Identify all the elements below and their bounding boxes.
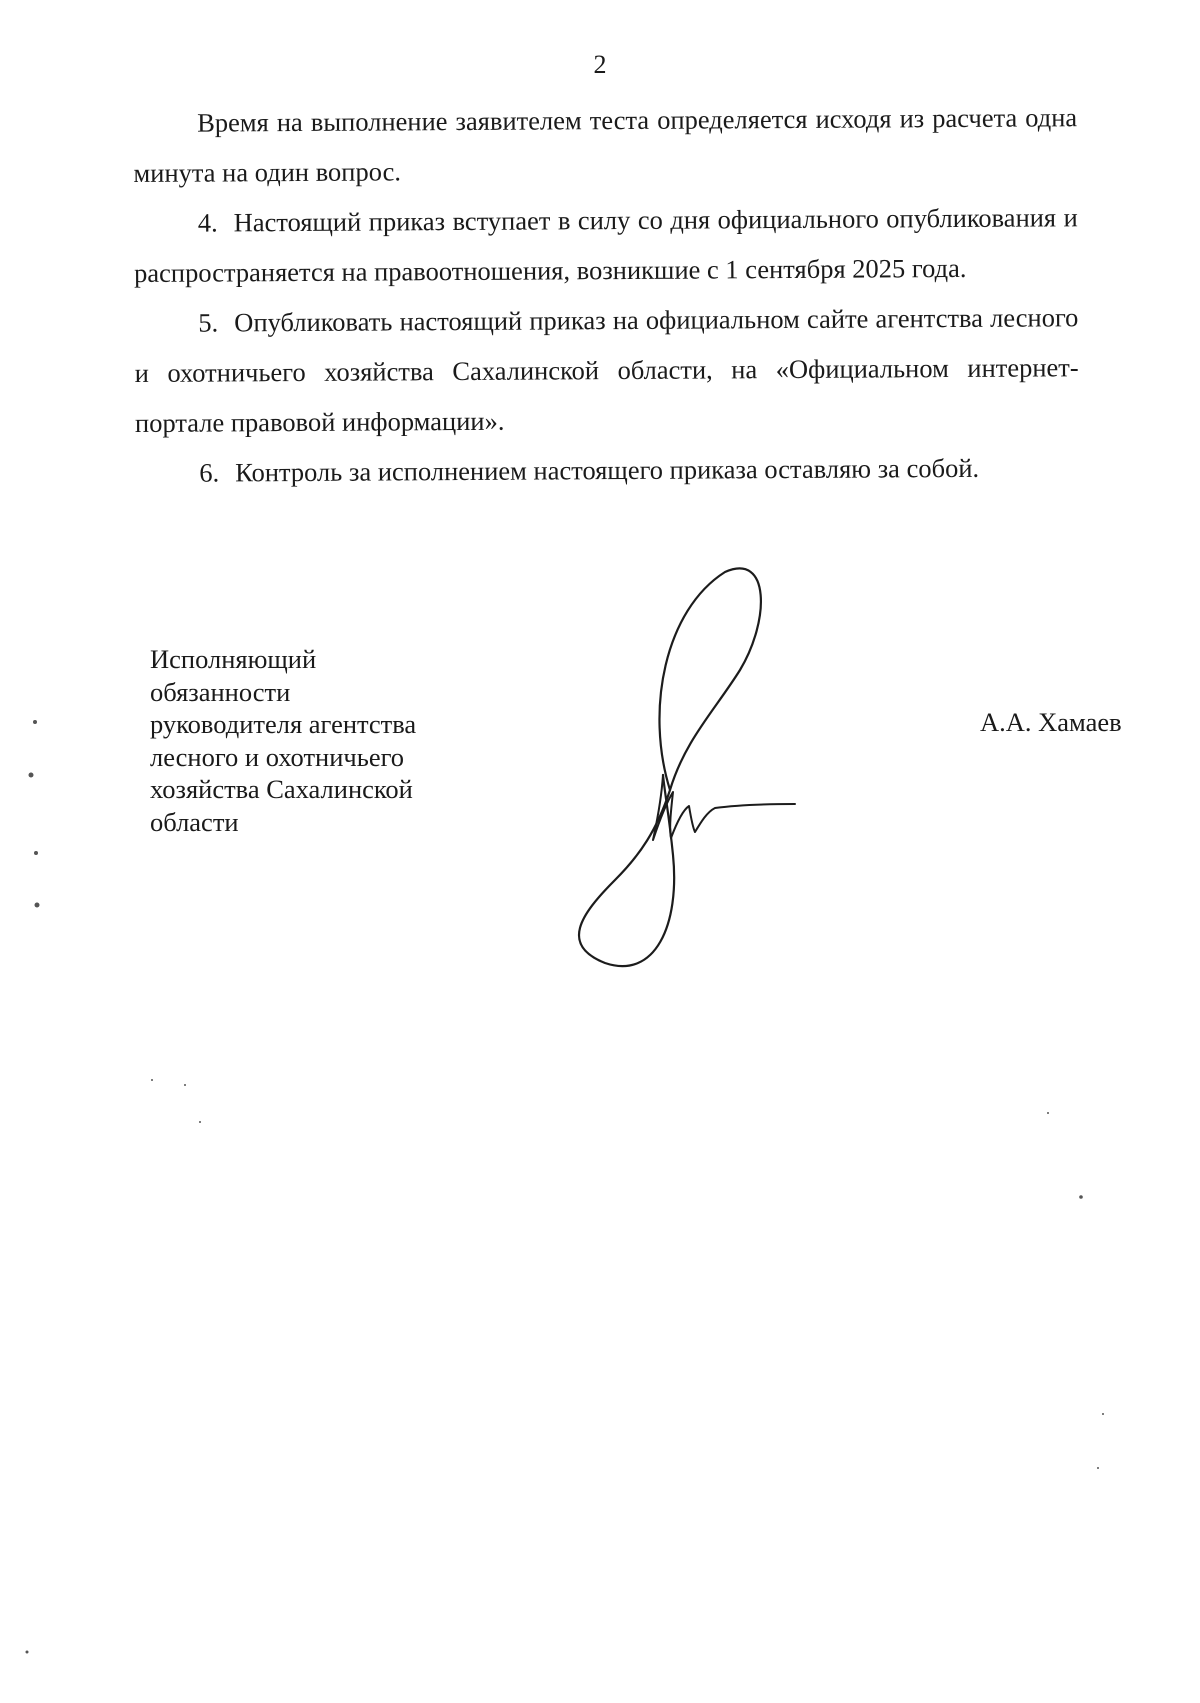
paragraph-time-limit — [133, 92, 1078, 198]
paragraph-number: 4. — [197, 207, 218, 238]
paragraph-text: Настоящий приказ вступает в силу со дня официального опубликования и распространяется на правоотношения, возникшие с 1 сентября 2025 года. — [133, 202, 1078, 288]
paragraph-text: Время на выполнение заявителем теста определяется исходя из расчета одна минута на один вопрос. — [133, 102, 1078, 188]
signatory-line: руководителя агентства — [150, 709, 417, 739]
paragraph-text: Опубликовать настоящий приказ на официальном сайте агентства лесного и охотничьего хозяйства Сахалинской области, на «Официальном интернет-портале правовой информации». — [134, 302, 1079, 438]
paragraph-text: Контроль за исполнением настоящего приказа оставляю за собой. — [235, 452, 980, 488]
signatory-line: лесного и охотничьего — [150, 741, 405, 772]
handwritten-signature — [565, 560, 805, 970]
signatory-line: хозяйства Сахалинской — [150, 774, 413, 804]
paragraph-number: 5. — [198, 307, 219, 338]
paragraph-6 — [135, 442, 1079, 498]
signatory-line: области — [150, 806, 239, 837]
paragraph-4 — [134, 192, 1079, 298]
signatory-name: А.А. Хамаев — [980, 707, 1122, 737]
signatory-title — [150, 643, 480, 838]
document-body — [133, 92, 1079, 498]
page-number: 2 — [593, 50, 607, 79]
signatory-line: обязанности — [150, 676, 291, 707]
paragraph-5 — [134, 292, 1079, 448]
signatory-line: Исполняющий — [150, 644, 317, 674]
paragraph-number: 6. — [199, 457, 220, 488]
